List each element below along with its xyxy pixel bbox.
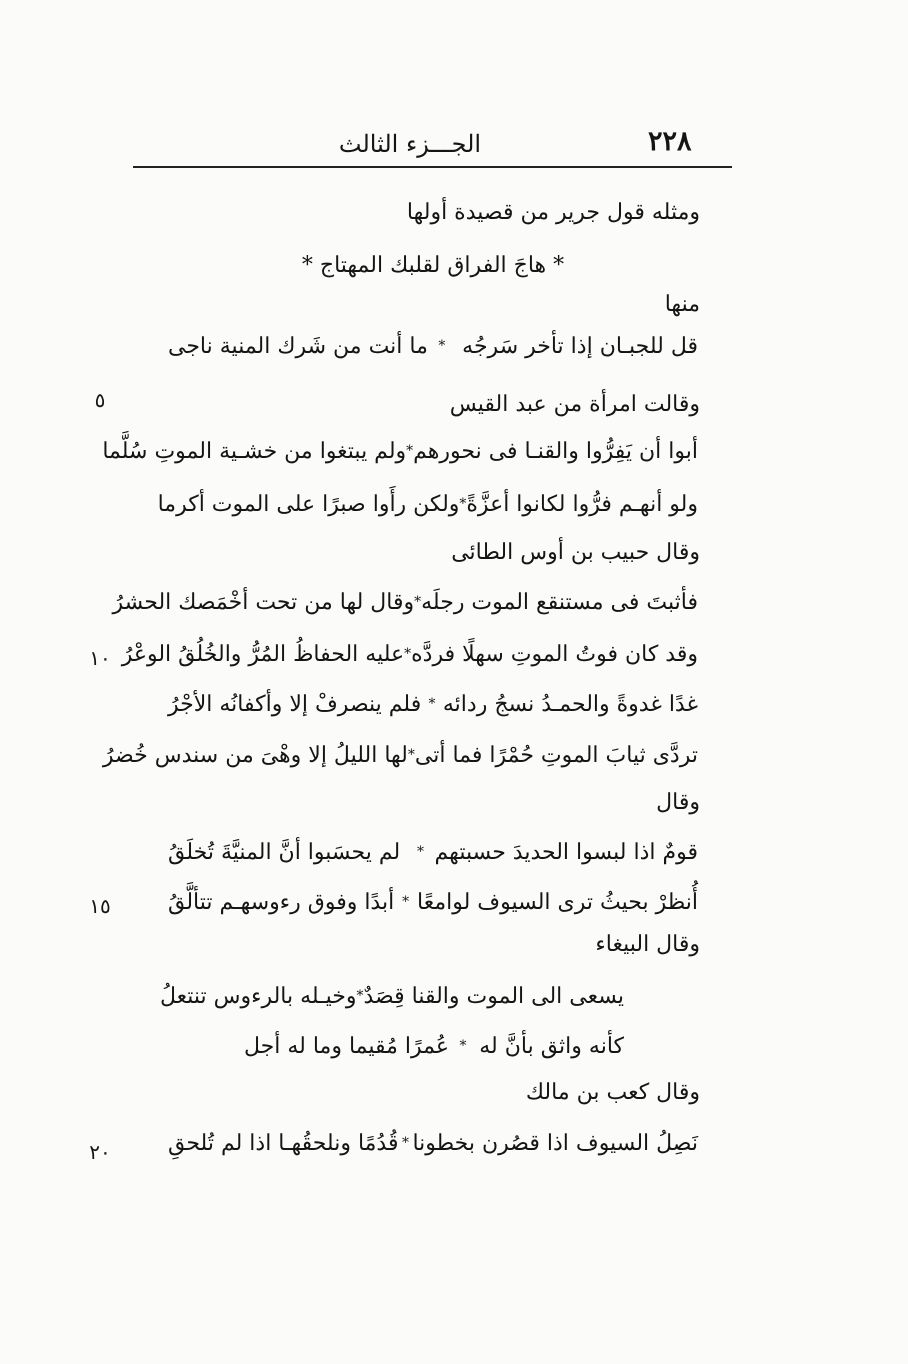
verse-second-hemistich: ولكن رأَوا صبرًا على الموت أكرما bbox=[157, 491, 460, 517]
verse-line bbox=[244, 1028, 624, 1064]
verse-second-hemistich: وخيـله بالرءوس تنتعلُ bbox=[159, 983, 357, 1009]
verse-line bbox=[121, 636, 698, 672]
verse-second-hemistich: وقال لها من تحت أخْمَصك الحشرُ bbox=[112, 589, 415, 615]
verse-first-hemistich: فأثبتَ فى مستنقع الموت رجلَه bbox=[421, 589, 698, 615]
margin-line-number: ٢٠ bbox=[89, 1140, 111, 1164]
asterisk-separator: * bbox=[438, 338, 446, 354]
verse-first-hemistich: غدًا غدوةً والحمـدُ نسجُ ردائه bbox=[442, 691, 698, 717]
asterisk-separator: * bbox=[404, 646, 412, 662]
asterisk-separator: * bbox=[407, 747, 415, 763]
margin-line-number: ١٥ bbox=[89, 894, 111, 918]
verse-second-hemistich: عليه الحفاظُ المُرُّ والخُلُقُ الوعْرُ bbox=[121, 641, 405, 667]
asterisk-separator: * bbox=[459, 496, 467, 512]
verse-first-hemistich: قل للجبـان إذا تأخر سَرجُه bbox=[462, 333, 698, 359]
asterisk-separator: * bbox=[428, 696, 436, 712]
verse-first-hemistich: تردَّى ثيابَ الموتِ حُمْرًا فما أتى bbox=[414, 742, 698, 768]
heading-waqal: وقال bbox=[656, 790, 700, 815]
heading-habib: وقال حبيب بن أوس الطائى bbox=[451, 540, 700, 565]
verse-second-hemistich: لها الليلُ إلا وهْىَ من سندس خُضرُ bbox=[102, 742, 408, 768]
verse-line bbox=[168, 1125, 698, 1161]
verse-second-hemistich: قُدُمًا ونلحقُهـا اذا لم تُلحقِ bbox=[168, 1130, 399, 1156]
verse-second-hemistich: أبدًا وفوق رءوسهـم تتألَّقُ bbox=[168, 889, 395, 915]
heading-abd-alqays: وقالت امرأة من عبد القيس bbox=[449, 392, 700, 417]
verse-first-hemistich: قومٌ اذا لبسوا الحديدَ حسبتهم bbox=[434, 839, 698, 865]
heading-jarir: ومثله قول جرير من قصيدة أولها bbox=[406, 200, 700, 225]
asterisk-separator: * bbox=[356, 988, 364, 1004]
heading-babbagha: وقال البيغاء bbox=[595, 932, 700, 957]
verse-line bbox=[168, 686, 698, 722]
verse-second-hemistich: فلم ينصرفْ إلا وأكفانُه الأجْرُ bbox=[168, 691, 422, 717]
verse-second-hemistich: ولم يبتغوا من خشـية الموتِ سُلَّما bbox=[102, 438, 407, 464]
verse-second-hemistich: لم يحسَبوا أنَّ المنيَّةَ تُخلَقُ bbox=[168, 839, 401, 865]
verse-line bbox=[157, 486, 698, 522]
verse-line bbox=[102, 433, 698, 469]
margin-line-number: ٥ bbox=[94, 388, 106, 412]
asterisk-separator: * bbox=[459, 1038, 467, 1054]
asterisk-separator: * bbox=[402, 894, 410, 910]
asterisk-separator: * bbox=[414, 594, 422, 610]
verse-second-hemistich: ما أنت من شَرك المنية ناجى bbox=[168, 333, 428, 359]
header-rule bbox=[133, 166, 732, 168]
verse-line bbox=[168, 884, 698, 920]
verse-line bbox=[112, 584, 698, 620]
page-number: ٢٢٨ bbox=[648, 126, 692, 157]
verse-first-hemistich: وقد كان فوتُ الموتِ سهلًا فردَّه bbox=[411, 641, 698, 667]
verse-line bbox=[168, 328, 698, 364]
verse-line bbox=[102, 737, 698, 773]
verse-first-hemistich: كأنه واثق بأنَّ له bbox=[479, 1033, 624, 1059]
asterisk-separator: * bbox=[401, 1135, 409, 1151]
verse-line bbox=[159, 978, 624, 1014]
verse-line bbox=[168, 834, 698, 870]
part-title: الجـــزء الثالث bbox=[338, 130, 482, 158]
heading-kaab: وقال كعب بن مالك bbox=[525, 1080, 700, 1105]
margin-line-number: ١٠ bbox=[89, 646, 111, 670]
verse-first-hemistich: أُنظرْ بحيثُ ترى السيوف لوامعًا bbox=[417, 889, 698, 915]
heading-minha: منها bbox=[664, 292, 700, 317]
verse-first-hemistich: ولو أنهـم فرُّوا لكانوا أعزَّةً bbox=[466, 491, 698, 517]
centered-hemistich: * هاجَ الفراق لقلبك المهتاج * bbox=[301, 253, 565, 278]
verse-first-hemistich: يسعى الى الموت والقنا قِصَدٌ bbox=[363, 983, 624, 1009]
verse-second-hemistich: عُمرًا مُقيما وما له أجل bbox=[244, 1033, 450, 1059]
verse-first-hemistich: نَصِلُ السيوف اذا قصُرن بخطونا bbox=[412, 1130, 698, 1156]
asterisk-separator: * bbox=[406, 443, 414, 459]
verse-first-hemistich: أبوا أن يَفِرُّوا والقنـا فى نحورهم bbox=[413, 438, 698, 464]
asterisk-separator: * bbox=[417, 844, 425, 860]
